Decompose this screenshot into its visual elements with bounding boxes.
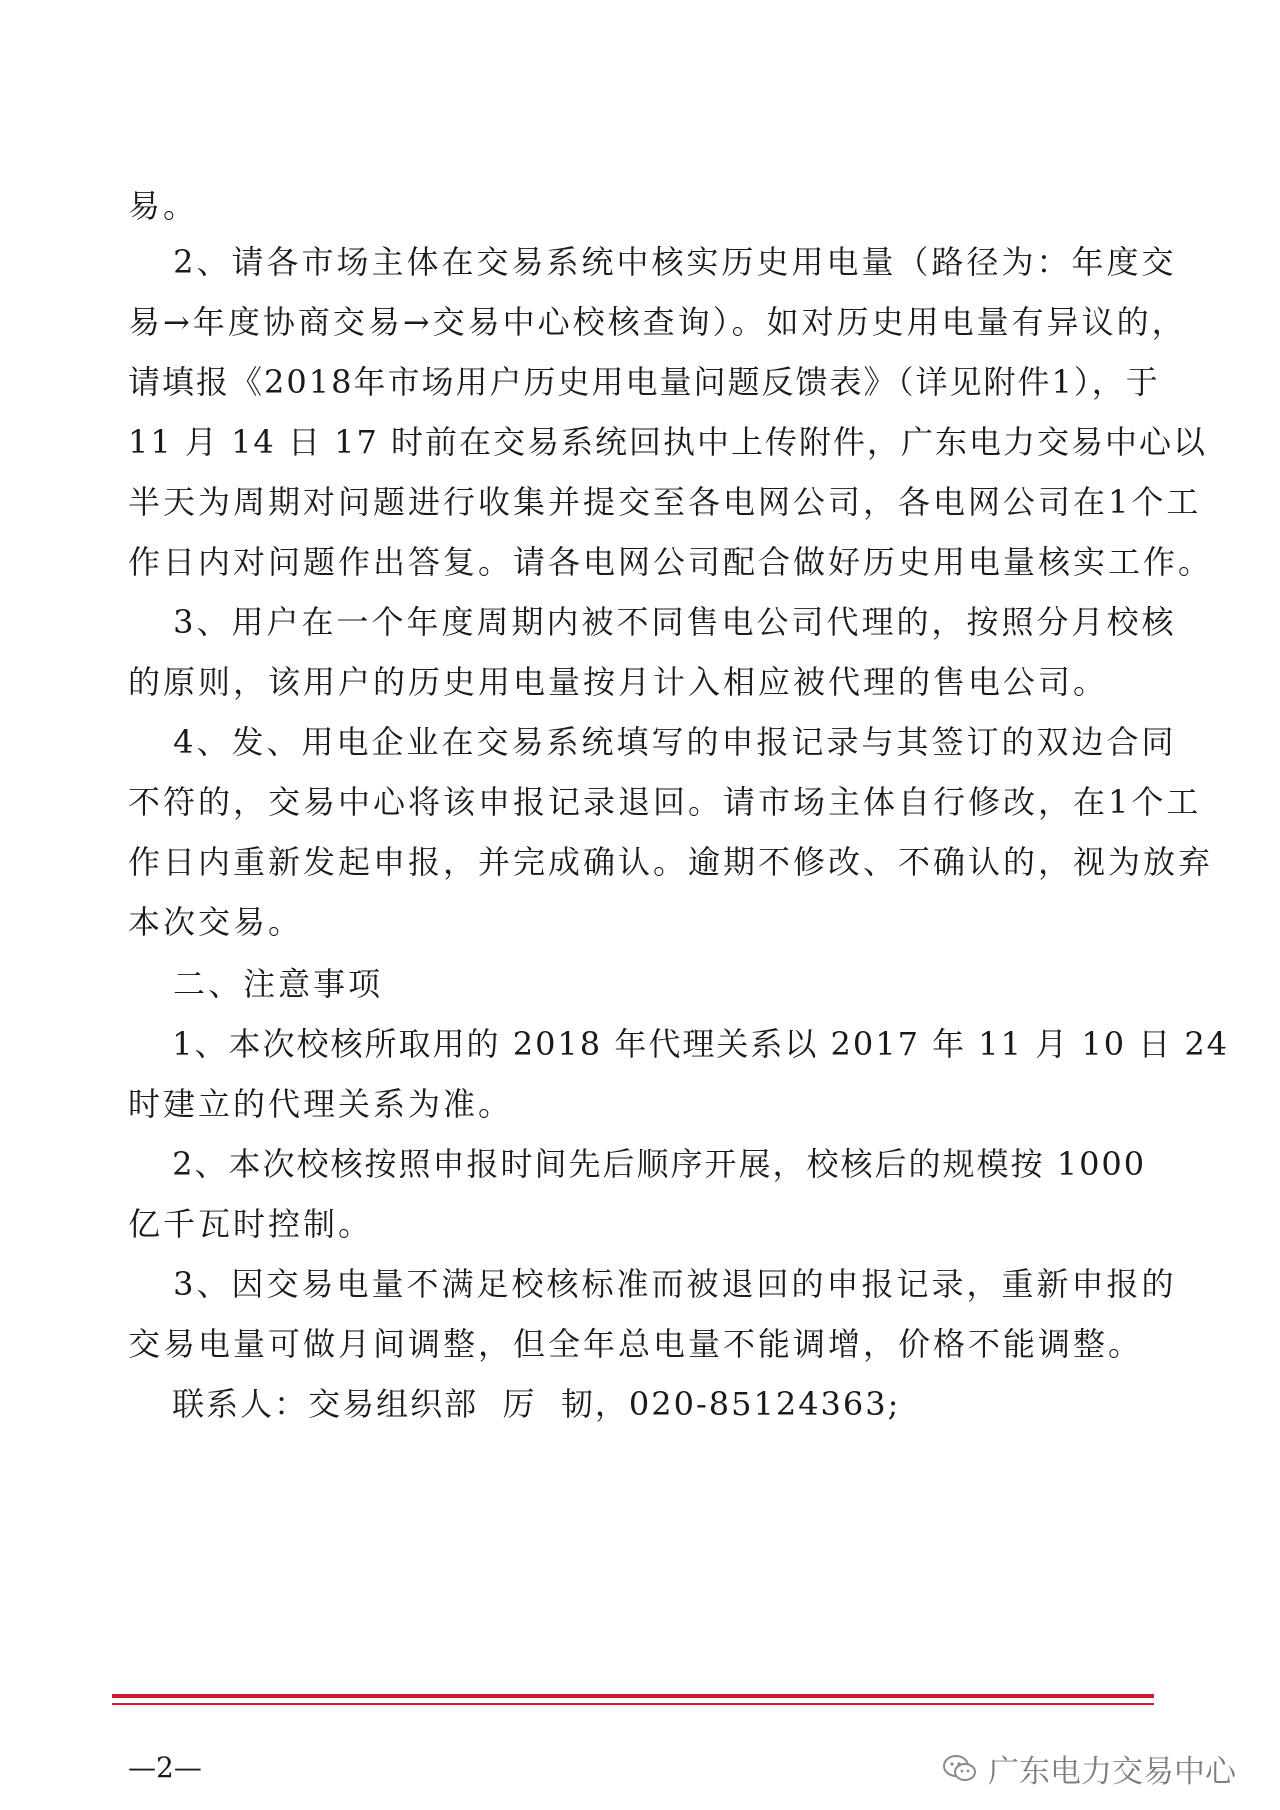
text-line: 易。 — [128, 187, 199, 225]
text-line: 3、用户在一个年度周期内被不同售电公司代理的，按照分月校核 — [160, 603, 1177, 641]
text-line: 作日内对问题作出答复。请各电网公司配合做好历史用电量核实工作。 — [128, 543, 1214, 581]
footer-rule-thick — [112, 1694, 1154, 1698]
text-line: 2、本次校核按照申报时间先后顺序开展，校核后的规模按 1000 — [160, 1145, 1147, 1183]
text-line: 作日内重新发起申报，并完成确认。逾期不修改、不确认的，视为放弃 — [128, 843, 1214, 881]
text-line: 时建立的代理关系为准。 — [128, 1085, 514, 1123]
text-line: 半天为周期对问题进行收集并提交至各电网公司，各电网公司在1个工 — [128, 483, 1202, 521]
page-number: —2— — [128, 1751, 202, 1784]
contact-line: 联系人：交易组织部 厉 韧，020-85124363; — [160, 1385, 901, 1423]
watermark — [942, 1746, 1236, 1791]
text-line: 2、请各市场主体在交易系统中核实历史用电量（路径为：年度交 — [160, 243, 1177, 281]
footer-rule-thin — [112, 1703, 1154, 1705]
wechat-icon — [942, 1753, 978, 1785]
section-heading: 二、注意事项 — [160, 965, 384, 1003]
text-line: 的原则，该用户的历史用电量按月计入相应被代理的售电公司。 — [128, 663, 1109, 701]
watermark-text: 广东电力交易中心 — [988, 1754, 1236, 1790]
text-line: 1、本次校核所取用的 2018 年代理关系以 2017 年 11 月 10 日 24 — [160, 1025, 1230, 1063]
text-line: 4、发、用电企业在交易系统填写的申报记录与其签订的双边合同 — [160, 723, 1177, 761]
text-line: 不符的，交易中心将该申报记录退回。请市场主体自行修改，在1个工 — [128, 783, 1202, 821]
text-line: 3、因交易电量不满足校核标准而被退回的申报记录，重新申报的 — [160, 1265, 1177, 1303]
text-line: 易→年度协商交易→交易中心校核查询）。如对历史用电量有异议的， — [128, 303, 1187, 341]
text-line: 本次交易。 — [128, 903, 304, 941]
text-line: 11 月 14 日 17 时前在交易系统回执中上传附件，广东电力交易中心以 — [128, 423, 1208, 461]
text-line: 亿千瓦时控制。 — [128, 1205, 374, 1243]
text-line: 请填报《2018年市场用户历史用电量问题反馈表》（详见附件1），于 — [128, 363, 1160, 401]
text-line: 交易电量可做月间调整，但全年总电量不能调增，价格不能调整。 — [128, 1325, 1144, 1363]
